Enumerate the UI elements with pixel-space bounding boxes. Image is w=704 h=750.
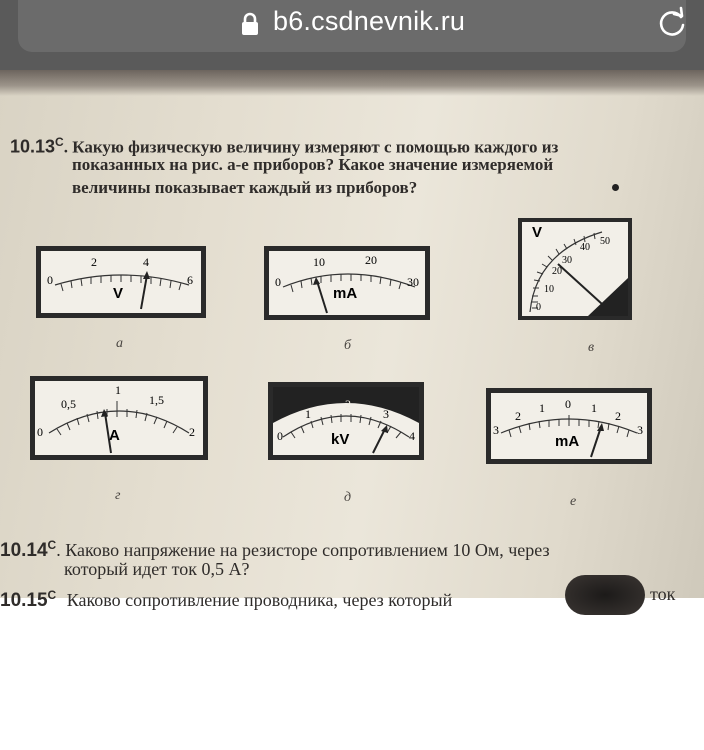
meter-a: 0 2 4 6 V bbox=[36, 246, 206, 318]
meter-v: V 0 10 20 30 40 50 bbox=[518, 218, 632, 320]
meter-e-unit: mA bbox=[555, 433, 580, 450]
problem-number: 10.14 bbox=[0, 540, 48, 561]
problem-number: 10.13 bbox=[10, 136, 56, 157]
meter-a-scale bbox=[41, 251, 201, 313]
meter-e: 3 2 1 0 1 2 3 mA bbox=[486, 388, 652, 464]
caption-d: д bbox=[344, 490, 352, 505]
caption-e: е bbox=[570, 494, 577, 509]
caption-v: в bbox=[588, 340, 595, 355]
caption-b: б bbox=[344, 338, 352, 353]
problem-10-15-line1-end: ток bbox=[650, 584, 676, 604]
reload-icon[interactable] bbox=[654, 5, 690, 41]
problem-number: 10.15 bbox=[0, 590, 48, 611]
address-bar[interactable] bbox=[18, 0, 686, 52]
meter-d: 0 1 2 3 4 kV bbox=[268, 382, 424, 460]
meter-g: 0 0,5 1 1,5 2 A bbox=[30, 376, 208, 460]
meter-b: 0 10 20 30 mA bbox=[264, 246, 430, 320]
problem-10-14-line2: который идет ток 0,5 А? bbox=[64, 559, 250, 579]
ink-dot bbox=[612, 184, 619, 191]
browser-toolbar bbox=[0, 0, 704, 70]
meter-b-unit: mA bbox=[333, 285, 358, 302]
problem-10-13-line2: показанных на рис. а-е приборов? Какое значение измеряемой bbox=[72, 155, 554, 174]
problem-10-13-line3: величины показывает каждый из приборов? bbox=[72, 178, 418, 197]
problem-10-15-line1: $10.15^C$ Каково сопротивление проводника, через который bbox=[0, 588, 453, 611]
caption-g: г bbox=[115, 488, 121, 503]
meter-v-unit: V bbox=[532, 224, 543, 241]
url-text[interactable]: b6.csdnevnik.ru bbox=[273, 6, 466, 36]
meter-d-unit: kV bbox=[331, 431, 350, 448]
meter-a-unit: V bbox=[113, 285, 124, 302]
meter-g-unit: A bbox=[109, 427, 120, 444]
meter-b-scale bbox=[269, 251, 425, 315]
problem-10-14-line1: $10.14^C$. Каково напряжение на резисторе сопротивлением 10 Ом, через bbox=[0, 538, 550, 561]
textbook-photo bbox=[0, 70, 704, 611]
lock-icon bbox=[240, 12, 260, 36]
page-shadow bbox=[0, 70, 704, 96]
finger-shadow bbox=[565, 575, 645, 615]
problem-10-13-line1: $10.13^C$. Какую физическую величину измеряют с помощью каждого из bbox=[10, 135, 559, 157]
caption-a: а bbox=[116, 336, 123, 351]
